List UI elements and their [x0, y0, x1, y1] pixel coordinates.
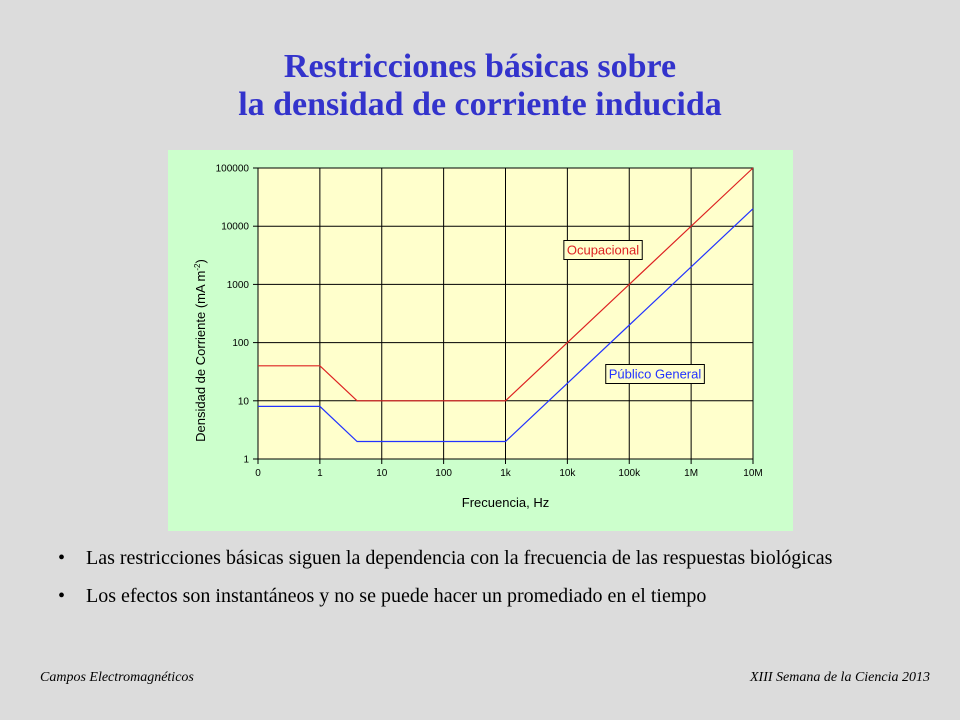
y-tick-label: 1 — [243, 454, 249, 466]
current-density-chart — [168, 150, 793, 531]
slide-title — [0, 48, 960, 124]
x-axis-title: Frecuencia, Hz — [461, 495, 550, 510]
bullet-text: Las restricciones básicas siguen la dependencia con la frecuencia de las respuestas biológicas — [86, 547, 833, 569]
bullet-list — [58, 546, 898, 622]
series-label: Público General — [608, 366, 702, 382]
y-tick-label: 10000 — [221, 221, 249, 233]
y-axis-title-close: ) — [193, 259, 208, 264]
bullet-item — [58, 584, 898, 608]
bullet-marker: • — [58, 585, 66, 607]
x-tick-label: 1 — [317, 468, 323, 479]
x-tick-label: 0 — [255, 468, 261, 479]
y-tick-label: 10 — [237, 396, 249, 408]
x-tick-label: 100k — [618, 468, 641, 479]
title-line-2: la densidad de corriente inducida — [238, 86, 722, 123]
chart-panel — [168, 150, 793, 531]
bullet-item — [58, 546, 898, 570]
y-axis-title-main: Densidad de Corriente (mA m — [193, 270, 208, 442]
y-axis-title — [193, 259, 208, 442]
x-tick-label: 10k — [559, 468, 576, 479]
bullet-text: Los efectos son instantáneos y no se puede hacer un promediado en el tiempo — [86, 585, 707, 607]
footer-event: XIII Semana de la Ciencia 2013 — [749, 670, 930, 685]
x-tick-label: 10M — [743, 468, 763, 479]
x-tick-label: 1k — [500, 468, 511, 479]
series-label: Ocupacional — [566, 242, 640, 258]
x-tick-label: 10 — [376, 468, 388, 479]
footer-course: Campos Electromagnéticos — [40, 670, 194, 685]
y-tick-label: 100 — [232, 338, 249, 350]
x-tick-label: 100 — [435, 468, 452, 479]
x-tick-label: 1M — [684, 468, 699, 479]
y-tick-label: 1000 — [226, 279, 249, 291]
bullet-marker: • — [58, 547, 66, 569]
title-line-1: Restricciones básicas sobre — [283, 48, 677, 85]
y-axis-title-exponent: -2 — [193, 263, 202, 271]
y-tick-label: 100000 — [215, 163, 249, 175]
